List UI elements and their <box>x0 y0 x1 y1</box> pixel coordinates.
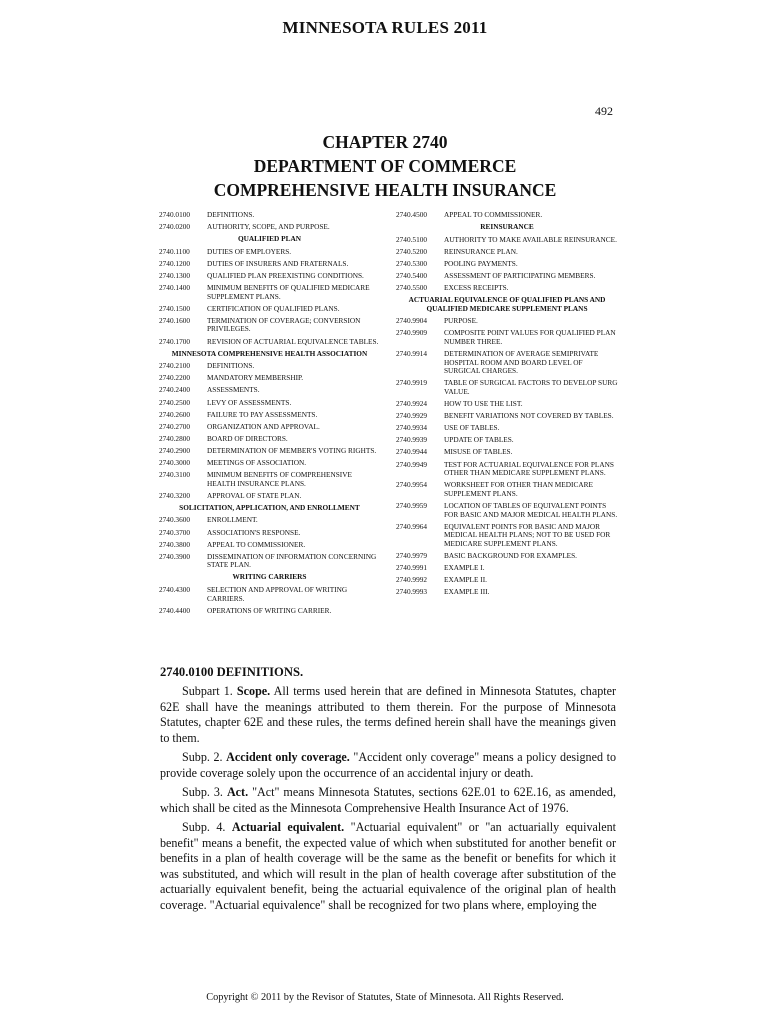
definition-text: "Accident only coverage" means a policy designed to provide coverage solely upon the occurrence of an accidental injury or death. <box>160 750 616 780</box>
toc-entry <box>396 211 618 220</box>
toc-rule-title: MINIMUM BENEFITS OF QUALIFIED MEDICARE SUPPLEMENT PLANS. <box>207 283 370 301</box>
defined-term: Scope. <box>236 684 271 698</box>
toc-right-column <box>396 211 618 600</box>
toc-rule-title: LOCATION OF TABLES OF EQUIVALENT POINTS FOR BASIC AND MAJOR MEDICAL HEALTH PLANS. <box>444 500 618 519</box>
toc-entry <box>159 423 380 432</box>
toc-rule-number: 2740.2100 <box>159 361 191 371</box>
definition-text: "Actuarial equivalent" or "an actuarially equivalent benefit" means a benefit, the expected value of which when substituted for another benefit or benefits in a plan of health coverage will be the same as the benefit or benefits for which it was substituted, and which will result in the plan of health coverage after substitution of the actuarially equivalent benefit, being the actuarial equivalence of the original plan of health coverage. "Actuarial equivalence" shall be recognized for two plans where, employing the <box>160 820 616 912</box>
toc-rule-number: 2740.1400 <box>159 283 191 293</box>
chapter-subject: COMPREHENSIVE HEALTH INSURANCE <box>213 180 557 200</box>
chapter-number: CHAPTER 2740 <box>322 132 448 152</box>
toc-rule-title: ORGANIZATION AND APPROVAL. <box>207 421 320 431</box>
toc-rule-number: 2740.9904 <box>396 316 428 326</box>
toc-rule-number: 2740.2500 <box>159 397 191 407</box>
toc-rule-number: 2740.9919 <box>396 378 428 388</box>
toc-rule-title: ASSESSMENT OF PARTICIPATING MEMBERS. <box>444 270 596 280</box>
toc-entry <box>396 481 618 498</box>
toc-entry <box>159 553 380 570</box>
toc-rule-title: WORKSHEET FOR OTHER THAN MEDICARE SUPPLEMENT PLANS. <box>444 480 593 498</box>
toc-group-heading: QUALIFIED PLAN <box>237 234 302 244</box>
toc-rule-number: 2740.4400 <box>159 605 191 615</box>
toc-rule-number: 2740.9914 <box>396 349 428 359</box>
section-paragraphs <box>160 684 616 913</box>
toc-entry <box>396 284 618 293</box>
toc-entry <box>396 260 618 269</box>
toc-entry <box>396 576 618 585</box>
toc-rule-title: FAILURE TO PAY ASSESSMENTS. <box>207 409 318 419</box>
toc-rule-number: 2740.1500 <box>159 303 191 313</box>
toc-rule-number: 2740.3000 <box>159 457 191 467</box>
chapter-department: DEPARTMENT OF COMMERCE <box>253 156 517 176</box>
toc-entry <box>159 447 380 456</box>
toc-entry <box>396 350 618 376</box>
toc-entry <box>396 400 618 409</box>
toc-rule-title: QUALIFIED PLAN PREEXISTING CONDITIONS. <box>207 270 364 280</box>
toc-entry <box>396 379 618 396</box>
toc-entry <box>159 260 380 269</box>
toc-rule-number: 2740.1100 <box>159 246 190 256</box>
toc-rule-title: TABLE OF SURGICAL FACTORS TO DEVELOP SURG VALUE. <box>444 378 618 396</box>
toc-rule-number: 2740.9979 <box>396 550 428 560</box>
toc-group-heading: ACTUARIAL EQUIVALENCE OF QUALIFIED PLANS AND QUALIFIED MEDICARE SUPPLEMENT PLANS <box>408 295 606 313</box>
section-body <box>160 665 616 917</box>
toc-rule-number: 2740.2800 <box>159 433 191 443</box>
toc-entry <box>159 305 380 314</box>
toc-rule-number: 2740.1700 <box>159 336 191 346</box>
definition-paragraph <box>160 750 616 781</box>
toc-entry <box>396 424 618 433</box>
toc-rule-title: ENROLLMENT. <box>207 515 258 525</box>
toc-entry <box>396 236 618 245</box>
toc-rule-title: APPEAL TO COMMISSIONER. <box>444 210 543 219</box>
toc-rule-title: EQUIVALENT POINTS FOR BASIC AND MAJOR MEDICAL HEALTH PLANS; NOT TO BE USED FOR MEDICARE SUPPLEMENT PLANS. <box>444 521 611 548</box>
toc-rule-number: 2740.2900 <box>159 445 191 455</box>
copyright-footer: Copyright © 2011 by the Revisor of Statutes, State of Minnesota. All Rights Reserved. <box>206 992 564 1003</box>
toc-entry <box>396 502 618 519</box>
toc-rule-title: ASSOCIATION'S RESPONSE. <box>207 527 301 537</box>
toc-rule-number: 2740.9909 <box>396 328 428 338</box>
toc-entry <box>159 411 380 420</box>
toc-entry <box>396 552 618 561</box>
definition-paragraph <box>160 785 616 816</box>
toc-entry <box>396 461 618 478</box>
toc-rule-number: 2740.9959 <box>396 500 428 510</box>
toc-rule-title: DEFINITIONS. <box>207 210 255 219</box>
defined-term: Actuarial equivalent. <box>231 820 345 834</box>
toc-entry <box>159 541 380 550</box>
definition-text: All terms used herein that are defined in Minnesota Statutes, chapter 62E shall have the meanings attributed to them therein. For the purpose of Minnesota Statutes, chapter 62E and these rules, the terms defined herein shall have the meanings given to them. <box>160 684 616 745</box>
toc-rule-number: 2740.9924 <box>396 399 428 409</box>
subpart-label: Subp. 2. <box>182 750 227 764</box>
toc-entry <box>159 529 380 538</box>
toc-entry <box>159 211 380 220</box>
toc-rule-title: EXCESS RECEIPTS. <box>444 283 509 293</box>
toc-rule-title: PURPOSE. <box>444 316 478 326</box>
page-header-title: MINNESOTA RULES 2011 <box>282 18 488 37</box>
toc-group-heading: MINNESOTA COMPREHENSIVE HEALTH ASSOCIATION <box>171 348 368 358</box>
toc-rule-number: 2740.0100 <box>159 210 191 219</box>
toc-group-heading: WRITING CARRIERS <box>232 572 307 582</box>
toc-rule-number: 2740.2700 <box>159 421 191 431</box>
toc-rule-title: ASSESSMENTS. <box>207 385 260 395</box>
toc-rule-number: 2740.5100 <box>396 234 428 244</box>
toc-rule-title: APPEAL TO COMMISSIONER. <box>207 539 306 549</box>
toc-rule-title: DUTIES OF EMPLOYERS. <box>207 246 292 256</box>
toc-rule-title: TERMINATION OF COVERAGE; CONVERSION PRIVILEGES. <box>207 315 361 334</box>
toc-rule-title: MISUSE OF TABLES. <box>444 447 513 457</box>
toc-rule-number: 2740.3100 <box>159 470 191 480</box>
toc-rule-number: 2740.9934 <box>396 423 428 433</box>
toc-entry <box>396 523 618 549</box>
toc-rule-number: 2740.3700 <box>159 527 191 537</box>
toc-rule-title: DETERMINATION OF AVERAGE SEMIPRIVATE HOSPITAL ROOM AND BOARD LEVEL OF SURGICAL CHARGES. <box>444 349 599 376</box>
toc-rule-number: 2740.2200 <box>159 373 191 383</box>
toc-rule-title: LEVY OF ASSESSMENTS. <box>207 397 292 407</box>
toc-rule-number: 2740.5300 <box>396 258 428 268</box>
page-number: 492 <box>595 104 613 118</box>
toc-entry <box>159 223 380 232</box>
toc-rule-number: 2740.2600 <box>159 409 191 419</box>
toc-group-heading: SOLICITATION, APPLICATION, AND ENROLLMENT <box>179 502 360 512</box>
toc-rule-title: OPERATIONS OF WRITING CARRIER. <box>207 605 332 615</box>
toc-rule-number: 2740.5500 <box>396 283 428 293</box>
toc-rule-title: BENEFIT VARIATIONS NOT COVERED BY TABLES. <box>444 411 614 421</box>
definition-text: "Act" means Minnesota Statutes, sections 62E.01 to 62E.16, as amended, which shall be cited as the Minnesota Comprehensive Health Insurance Act of 1976. <box>160 785 616 815</box>
toc-rule-title: TEST FOR ACTUARIAL EQUIVALENCE FOR PLANS OTHER THAN MEDICARE SUPPLEMENT PLANS. <box>444 459 614 478</box>
toc-entry <box>159 459 380 468</box>
toc-rule-title: HOW TO USE THE LIST. <box>444 399 523 409</box>
toc-entry <box>159 284 380 301</box>
toc-rule-number: 2740.9993 <box>396 587 428 597</box>
toc-rule-number: 2740.9991 <box>396 563 428 572</box>
toc-rule-number: 2740.9992 <box>396 575 428 585</box>
toc-entry <box>159 248 380 257</box>
toc-entry <box>396 588 618 597</box>
toc-entry <box>159 317 380 334</box>
toc-rule-number: 2740.3800 <box>159 539 191 549</box>
toc-rule-number: 2740.5400 <box>396 270 428 280</box>
toc-rule-number: 2740.9939 <box>396 435 428 445</box>
toc-rule-title: POOLING PAYMENTS. <box>444 258 518 268</box>
toc-rule-number: 2740.5200 <box>396 246 428 256</box>
toc-rule-number: 2740.9944 <box>396 447 428 457</box>
toc-entry <box>396 329 618 346</box>
toc-rule-title: REVISION OF ACTUARIAL EQUIVALENCE TABLES. <box>207 336 379 346</box>
toc-rule-title: AUTHORITY TO MAKE AVAILABLE REINSURANCE. <box>444 234 617 244</box>
toc-entry <box>396 272 618 281</box>
toc-rule-title: BOARD OF DIRECTORS. <box>207 433 288 443</box>
toc-rule-number: 2740.9954 <box>396 480 428 490</box>
defined-term: Act. <box>226 785 249 799</box>
toc-group-heading: REINSURANCE <box>480 222 534 232</box>
toc-entry <box>159 435 380 444</box>
toc-rule-title: DETERMINATION OF MEMBER'S VOTING RIGHTS. <box>207 445 377 455</box>
toc-entry <box>159 516 380 525</box>
toc-rule-title: AUTHORITY, SCOPE, AND PURPOSE. <box>207 222 330 232</box>
subpart-label: Subp. 4. <box>182 820 232 834</box>
toc-entry <box>159 607 380 616</box>
toc-entry <box>396 564 618 573</box>
toc-rule-title: UPDATE OF TABLES. <box>444 435 514 445</box>
toc-rule-number: 2740.3600 <box>159 515 191 525</box>
toc-entry <box>159 399 380 408</box>
toc-rule-number: 2740.0200 <box>159 222 191 232</box>
toc-rule-number: 2740.1300 <box>159 270 191 280</box>
toc-entry <box>159 374 380 383</box>
toc-rule-title: APPROVAL OF STATE PLAN. <box>207 490 302 500</box>
toc-rule-title: MINIMUM BENEFITS OF COMPREHENSIVE HEALTH INSURANCE PLANS. <box>207 470 352 488</box>
toc-rule-title: SELECTION AND APPROVAL OF WRITING CARRIERS. <box>207 585 348 603</box>
toc-entry <box>159 338 380 347</box>
toc-rule-title: DISSEMINATION OF INFORMATION CONCERNING STATE PLAN. <box>207 551 377 570</box>
toc-entry <box>159 471 380 488</box>
subpart-label: Subpart 1. <box>182 684 237 698</box>
toc-rule-title: MANDATORY MEMBERSHIP. <box>207 373 304 383</box>
toc-rule-title: USE OF TABLES. <box>444 423 500 433</box>
toc-rule-number: 2740.9964 <box>396 521 428 531</box>
toc-left-column <box>159 211 380 619</box>
toc-entry <box>396 436 618 445</box>
toc-entry <box>396 248 618 257</box>
toc-rule-title: MEETINGS OF ASSOCIATION. <box>207 457 307 467</box>
toc-rule-title: EXAMPLE II. <box>444 575 487 585</box>
toc-entry <box>159 272 380 281</box>
toc-rule-title: DUTIES OF INSURERS AND FRATERNALS. <box>207 258 349 268</box>
toc-rule-title: REINSURANCE PLAN. <box>444 246 518 256</box>
toc-rule-number: 2740.3900 <box>159 551 191 561</box>
section-heading: 2740.0100 DEFINITIONS. <box>160 665 304 679</box>
toc-rule-number: 2740.2400 <box>159 385 191 395</box>
defined-term: Accident only coverage. <box>226 750 350 764</box>
toc-entry <box>159 586 380 603</box>
toc-entry <box>396 412 618 421</box>
toc-rule-title: COMPOSITE POINT VALUES FOR QUALIFIED PLAN NUMBER THREE. <box>444 328 616 347</box>
toc-rule-title: EXAMPLE III. <box>444 587 490 597</box>
toc-rule-number: 2740.9929 <box>396 411 428 421</box>
toc-rule-number: 2740.4300 <box>159 585 191 594</box>
toc-entry <box>159 362 380 371</box>
toc-rule-title: DEFINITIONS. <box>207 361 255 371</box>
toc-entry <box>159 492 380 501</box>
toc-rule-title: CERTIFICATION OF QUALIFIED PLANS. <box>207 303 340 313</box>
toc-rule-title: EXAMPLE I. <box>444 563 485 572</box>
toc-rule-number: 2740.3200 <box>159 490 191 500</box>
toc-entry <box>396 448 618 457</box>
toc-rule-number: 2740.1200 <box>159 258 191 268</box>
toc-rule-number: 2740.9949 <box>396 459 428 469</box>
toc-entry <box>396 317 618 326</box>
toc-rule-number: 2740.1600 <box>159 315 191 325</box>
toc-rule-title: BASIC BACKGROUND FOR EXAMPLES. <box>444 550 577 560</box>
subpart-label: Subp. 3. <box>182 785 227 799</box>
definition-paragraph <box>160 820 616 913</box>
toc-rule-number: 2740.4500 <box>396 210 428 219</box>
definition-paragraph <box>160 684 616 746</box>
toc-entry <box>159 386 380 395</box>
